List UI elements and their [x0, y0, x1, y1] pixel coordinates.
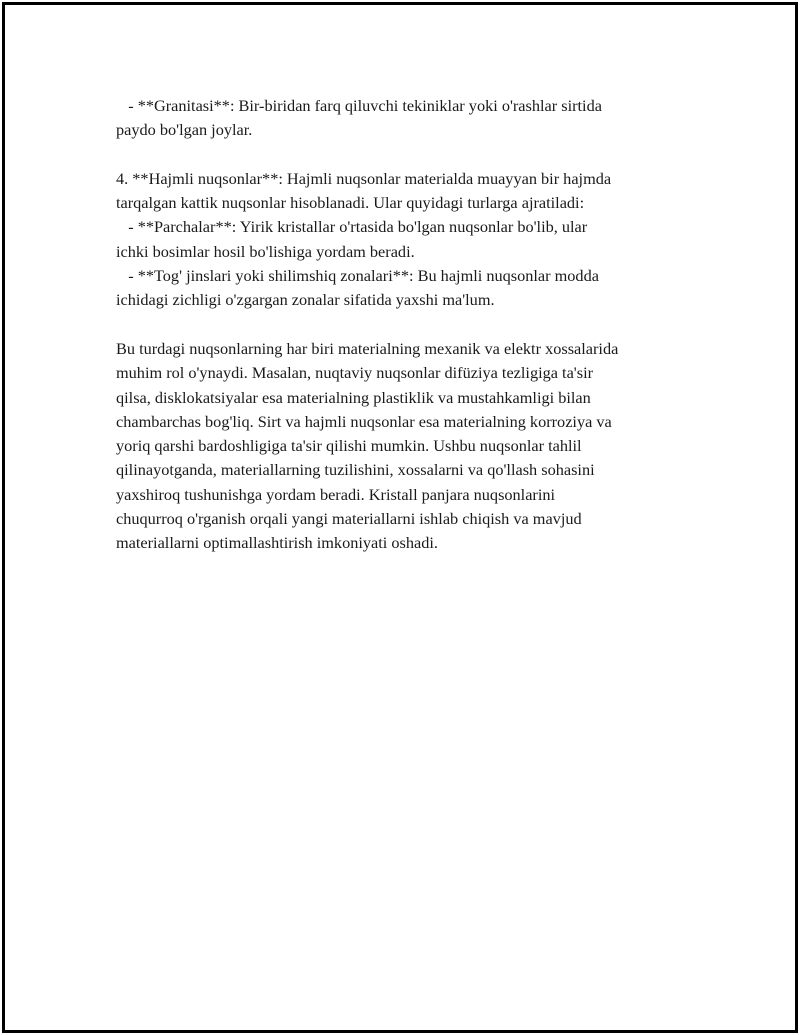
paragraph-gap — [116, 143, 706, 167]
text-line: - **Granitasi**: Bir-biridan farq qiluvchi tekiniklar yoki o'rashlar sirtida — [116, 96, 602, 115]
text-line: ichidagi zichligi o'zgargan zonalar sifatida yaxshi ma'lum. — [116, 290, 495, 310]
text-line: yoriq qarshi bardoshligiga ta'sir qilishi mumkin. Ushbu nuqsonlar tahlil — [116, 436, 582, 456]
document-body — [116, 94, 706, 556]
text-line: 4. **Hajmli nuqsonlar**: Hajmli nuqsonlar materialda muayyan bir hajmda — [116, 168, 612, 188]
text-line: Bu turdagi nuqsonlarning har biri materialning mexanik va elektr xossalarida — [116, 338, 619, 358]
text-line: ichki bosimlar hosil bo'lishiga yordam beradi. — [116, 241, 415, 261]
paragraph-hajmli-nuqsonlar — [116, 167, 706, 313]
text-line: - **Parchalar**: Yirik kristallar o'rtasida bo'lgan nuqsonlar bo'lib, ular — [116, 217, 588, 237]
text-line: chambarchas bog'liq. Sirt va hajmli nuqsonlar esa materialning korroziya va — [116, 411, 612, 431]
text-line: chuqurroq o'rganish orqali yangi materiallarni ishlab chiqish va mavjud — [116, 509, 582, 529]
text-line: - **Tog' jinslari yoki shilimshiq zonalari**: Bu hajmli nuqsonlar modda — [116, 266, 599, 286]
text-line: muhim rol o'ynaydi. Masalan, nuqtaviy nuqsonlar difüziya tezligiga ta'sir — [116, 363, 594, 383]
text-line: yaxshiroq tushunishga yordam beradi. Kristall panjara nuqsonlarini — [116, 484, 556, 504]
text-line: qilinayotganda, materiallarning tuzilishini, xossalarni va qo'llash sohasini — [116, 460, 595, 480]
paragraph-conclusion — [116, 337, 706, 556]
text-line: paydo bo'lgan joylar. — [116, 120, 253, 140]
paragraph-gap — [116, 313, 706, 337]
text-line: qilsa, disklokatsiyalar esa materialning plastiklik va mustahkamligi bilan — [116, 387, 591, 407]
text-line: materiallarni optimallashtirish imkoniyati oshadi. — [116, 533, 438, 553]
text-line: tarqalgan kattik nuqsonlar hisoblanadi. Ular quyidagi turlarga ajratiladi: — [116, 193, 585, 213]
paragraph-granitasi — [116, 94, 706, 143]
